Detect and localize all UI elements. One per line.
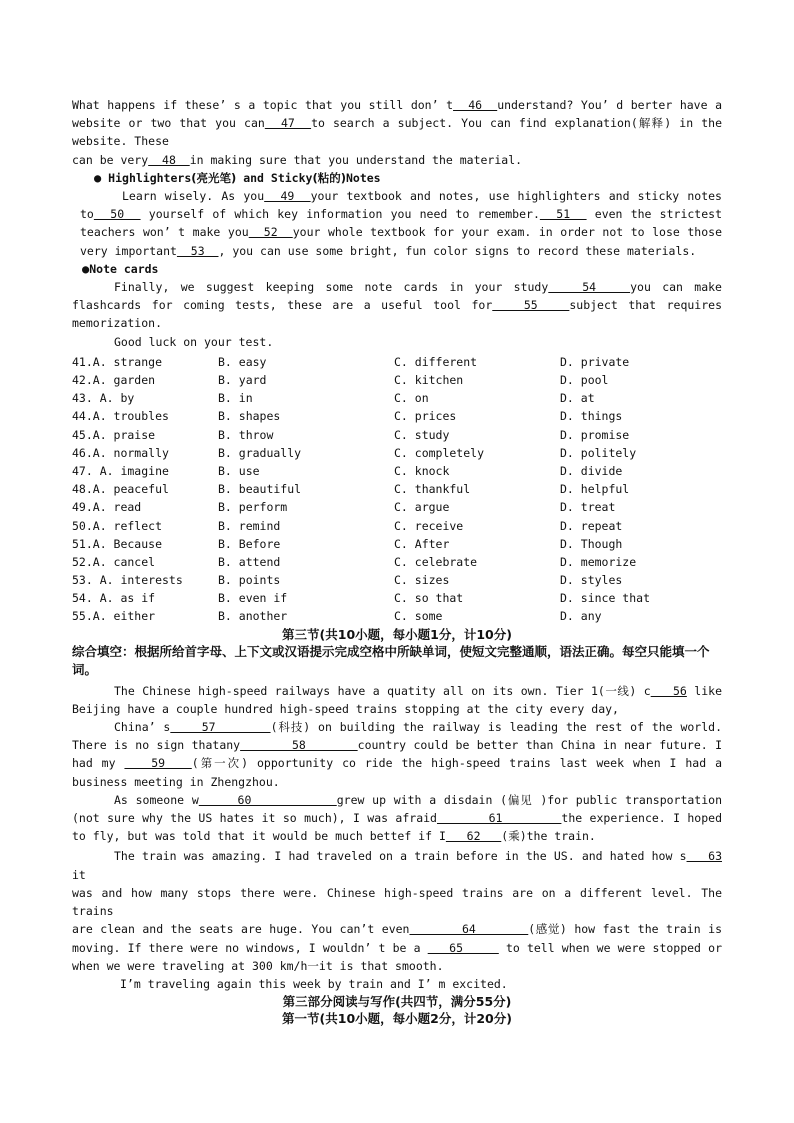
cloze-paragraph-highlighters	[72, 187, 722, 260]
option-b: B. points	[218, 573, 281, 588]
paragraph-text: The Chinese high-speed railways have a quatity all on its own. Tier 1(一线) c	[114, 683, 651, 698]
answer-blank: 56	[650, 683, 687, 698]
cloze-paragraph-websites-cont	[72, 151, 722, 169]
fill-paragraph-5: I’m traveling again this week by train and I’ m excited.	[120, 976, 508, 991]
option-row	[72, 353, 722, 371]
answer-blank: 55	[492, 298, 570, 313]
paragraph-text: can be very	[72, 152, 149, 167]
option-a: 45.A. praise	[72, 427, 156, 442]
answer-blank: 50	[93, 207, 141, 222]
answer-blank: 49	[264, 189, 311, 204]
paragraph-text: , you can use some bright, fun color signs to record these materials.	[218, 243, 697, 258]
paragraph-text: it	[72, 867, 86, 882]
option-d: D. any	[560, 609, 602, 624]
heading-notecards	[72, 260, 722, 278]
option-a: 54. A. as if	[72, 591, 156, 606]
option-row	[72, 407, 722, 425]
option-a: 47. A. imagine	[72, 463, 169, 478]
section3-title: 第三节(共10小题，每小题1分，计10分)	[282, 626, 512, 642]
option-a: 53. A. interests	[72, 573, 183, 588]
options-list	[72, 353, 722, 626]
option-c: C. After	[394, 536, 450, 551]
paragraph-text: Learn wisely. As you	[122, 189, 265, 204]
answer-blank: 57	[170, 720, 271, 735]
bullet-icon: ●	[94, 170, 102, 185]
cloze-paragraph-websites	[72, 96, 722, 151]
heading-text: and Sticky	[236, 170, 313, 185]
paragraph-text: to search a subject. You can find explanation(解释) in the website. These	[72, 116, 723, 149]
heading-highlighters	[72, 169, 722, 187]
option-d: D. politely	[560, 445, 637, 460]
paragraph-text: understand? You’ d berter have a website or two that you can	[72, 98, 723, 131]
option-d: D. at	[560, 391, 595, 406]
paragraph-text: Finally, we suggest keeping some note cards in your study	[114, 280, 549, 295]
heading-text: Notes	[345, 170, 381, 185]
option-b: B. even if	[218, 591, 288, 606]
option-row	[72, 571, 722, 589]
paragraph-text: China’ s	[114, 720, 171, 735]
paragraph-text: yourself of which key information you need to remember.	[140, 207, 540, 222]
option-a: 49.A. read	[72, 500, 142, 515]
option-b: B. remind	[218, 518, 281, 533]
section3-instructions: 综合填空：根据所给首字母、上下文或汉语提示完成空格中所缺单词，使短文完整通顺，语法正确。每空只能填一个词。	[72, 643, 710, 677]
answer-blank: 54	[548, 280, 631, 295]
option-a: 50.A. reflect	[72, 518, 163, 533]
option-a: 41.A. strange	[72, 354, 163, 369]
option-row	[72, 426, 722, 444]
option-a: 48.A. peaceful	[72, 482, 169, 497]
option-row	[72, 498, 722, 516]
paragraph-text: The train was amazing. I had traveled on a train before in the US. and hated how s	[114, 849, 687, 864]
option-c: C. receive	[394, 518, 464, 533]
option-c: C. prices	[394, 409, 457, 424]
option-d: D. divide	[560, 463, 623, 478]
option-d: D. since that	[560, 591, 651, 606]
paragraph-text: What happens if these’ s a topic that you still don’ t	[72, 98, 454, 112]
option-b: B. use	[218, 463, 260, 478]
option-a: 51.A. Because	[72, 536, 163, 551]
paragraph-text: to tell when we were stopped or when we were traveling at 300 km/h一it is that smooth.	[72, 940, 722, 973]
option-b: B. throw	[218, 427, 274, 442]
option-b: B. in	[218, 391, 253, 406]
paragraph-text: grew up with a disdain (偏见 )for public transportation (not sure why the US hates it so much), I was afraid	[72, 792, 723, 826]
option-d: D. treat	[560, 500, 616, 515]
paragraph-text: like Beijing have a couple hundred high-speed trains stopping at the city every day,	[72, 683, 722, 716]
heading-text-cn: (亮光笔)	[191, 170, 237, 185]
answer-blank: 58	[240, 738, 358, 753]
option-a: 55.A. either	[72, 609, 156, 624]
option-row	[72, 462, 722, 480]
option-c: C. argue	[394, 500, 450, 515]
paragraph-text: your textbook and notes, use highlighters and sticky notes to	[80, 189, 722, 222]
option-b: B. shapes	[218, 409, 281, 424]
option-d: D. styles	[560, 573, 623, 588]
option-d: D. repeat	[560, 518, 623, 533]
option-row	[72, 480, 722, 498]
bullet-icon: ●	[82, 261, 90, 276]
option-b: B. yard	[218, 373, 267, 388]
option-c: C. study	[394, 427, 450, 442]
heading-text: Highlighters	[108, 170, 192, 185]
option-row	[72, 553, 722, 571]
paragraph-text: even the strictest teachers won’ t make you	[80, 207, 722, 240]
answer-blank: 62	[445, 829, 502, 844]
paragraph-text: (科技) on building the railway is leading the rest of the world. There is no sign thatany	[72, 720, 722, 753]
paragraph-text: As someone w	[114, 792, 199, 807]
option-b: B. perform	[218, 500, 288, 515]
option-c: C. so that	[394, 591, 464, 606]
paragraph-text: (第一次) opportunity co ride the high-speed trains last week when I had a business meeting in Zhengzhou.	[72, 756, 722, 789]
paragraph-text: country could be better than China in near future. I had my	[72, 738, 723, 771]
answer-blank: 59	[124, 756, 192, 771]
heading-text: Note cards	[89, 261, 159, 276]
option-c: C. on	[394, 391, 429, 406]
paragraph-text: in making sure that you understand the material.	[189, 152, 523, 167]
option-row	[72, 371, 722, 389]
option-d: D. promise	[560, 427, 630, 442]
option-d: D. private	[560, 354, 630, 369]
fill-paragraph-4b	[72, 884, 722, 920]
option-row	[72, 517, 722, 535]
option-b: B. Before	[218, 536, 281, 551]
option-b: B. gradually	[218, 445, 302, 460]
fill-paragraph-4a	[72, 847, 722, 883]
answer-blank: 63	[686, 849, 722, 864]
option-row	[72, 589, 722, 607]
paragraph-text: (感觉) how fast the train is moving. If there were no windows, I wouldn’ t be a	[72, 922, 723, 955]
option-a: 44.A. troubles	[72, 409, 169, 424]
fill-paragraph-3	[72, 791, 722, 846]
answer-blank: 65	[427, 940, 499, 955]
answer-blank: 64	[409, 922, 529, 937]
option-row	[72, 389, 722, 407]
option-c: C. different	[394, 354, 478, 369]
answer-blank: 51	[539, 207, 587, 222]
good-luck-line: Good luck on your test.	[114, 334, 274, 349]
option-d: D. things	[560, 409, 623, 424]
paragraph-text: subject that requires memorization.	[72, 298, 722, 331]
option-row	[72, 607, 722, 625]
paragraph-text: are clean and the seats are huge. You can’t even	[72, 922, 410, 937]
answer-blank: 53	[176, 243, 219, 258]
option-c: C. sizes	[394, 573, 450, 588]
option-a: 43. A. by	[72, 391, 135, 406]
answer-blank: 52	[248, 225, 293, 240]
answer-blank: 48	[148, 152, 190, 167]
answer-blank: 61	[436, 811, 562, 826]
part3-title: 第三部分阅读与写作(共四节，满分55分)	[282, 994, 512, 1010]
exam-page	[72, 96, 722, 1027]
paragraph-text: you can make flashcards for coming tests, these are a useful tool for	[72, 280, 722, 313]
option-d: D. Though	[560, 536, 623, 551]
option-b: B. easy	[218, 354, 267, 369]
paragraph-text: was and how many stops there were. Chinese high-speed trains are on a different level. The trains	[72, 885, 722, 919]
part3-section1-title: 第一节(共10小题，每小题2分，计20分)	[282, 1011, 512, 1027]
heading-text-cn: (粘的)	[312, 170, 346, 185]
option-a: 42.A. garden	[72, 373, 156, 388]
option-b: B. attend	[218, 554, 281, 569]
option-c: C. completely	[394, 445, 485, 460]
answer-blank: 47	[264, 116, 312, 131]
option-b: B. another	[218, 609, 288, 624]
cloze-paragraph-notecards	[72, 278, 722, 333]
option-c: C. celebrate	[394, 554, 478, 569]
option-a: 52.A. cancel	[72, 554, 156, 569]
option-c: C. kitchen	[394, 373, 464, 388]
fill-paragraph-2	[72, 718, 722, 791]
option-row	[72, 444, 722, 462]
option-d: D. helpful	[560, 482, 630, 497]
answer-blank: 46	[453, 98, 498, 112]
paragraph-text: your whole textbook for your exam. in order not to lose those very important	[80, 225, 722, 258]
answer-blank: 60	[198, 792, 337, 807]
option-d: D. pool	[560, 373, 609, 388]
fill-paragraph-4c	[72, 920, 722, 975]
option-c: C. thankful	[394, 482, 471, 497]
option-c: C. knock	[394, 463, 450, 478]
paragraph-text: (乘)the train.	[501, 829, 596, 844]
option-b: B. beautiful	[218, 482, 302, 497]
option-d: D. memorize	[560, 554, 637, 569]
option-c: C. some	[394, 609, 443, 624]
option-a: 46.A. normally	[72, 445, 169, 460]
paragraph-text: the experience. I hoped to fly, but was told that it would be much bettef if I	[72, 811, 722, 844]
option-row	[72, 535, 722, 553]
fill-paragraph-1	[72, 682, 722, 718]
